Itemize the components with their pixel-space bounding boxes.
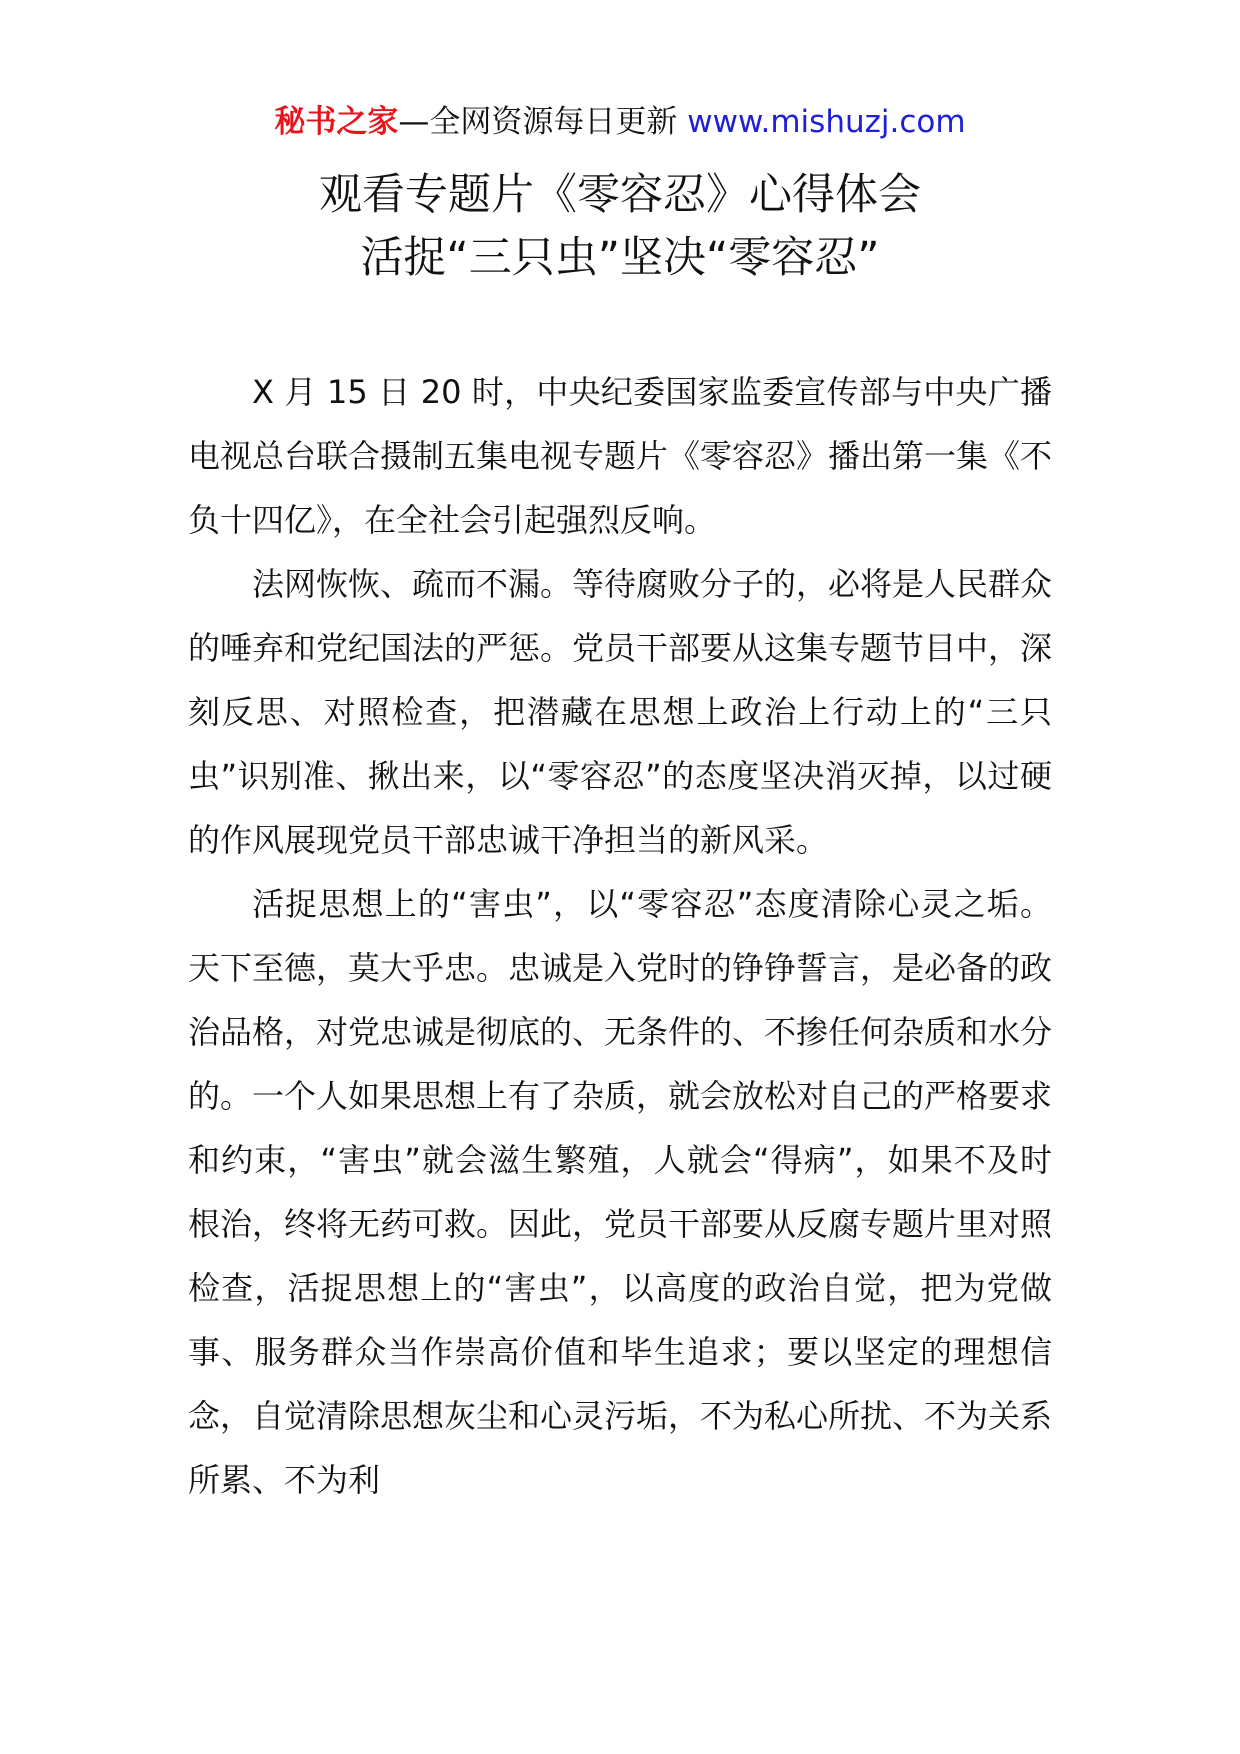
document-subtitle: 活捉“三只虫”坚决“零容忍”: [360, 233, 880, 283]
document-title: 观看专题片《零容忍》心得体会: [319, 170, 921, 220]
document-body: [188, 360, 1052, 1512]
site-url-link[interactable]: www.mishuzj.com: [687, 104, 966, 140]
paragraph-3-text: 天下至德，莫大乎忠。忠诚是入党时的铮铮誓言，是必备的政治品格，对党忠诚是彻底的、无条件的、不掺任何杂质和水分的。一个人如果思想上有了杂质，就会放松对自己的严格要求和约束，“害虫”就会滋生繁殖，人就会“得病”，如果不及时根治，终将无药可救。因此，党员干部要从反腐专题片里对照检查，活捉思想上的“害虫”，以高度的政治自觉，把为党做事、服务群众当作崇高价值和毕生追求；要以坚定的理想信念，自觉清除思想灰尘和心灵污垢，不为私心所扰、不为关系所累、不为利: [188, 949, 1053, 1499]
paragraph-3-heading: 活捉思想上的“害虫”，以“零容忍”态度清除心灵之垢。: [252, 885, 1052, 923]
brand-name: 秘书之家: [274, 104, 399, 140]
paragraph-3: [188, 872, 1052, 1512]
header-slogan: —全网资源每日更新: [398, 104, 678, 140]
site-header: [0, 100, 1240, 144]
paragraph-1: X 月 15 日 20 时，中央纪委国家监委宣传部与中央广播电视总台联合摄制五集电视专题片《零容忍》播出第一集《不负十四亿》，在全社会引起强烈反响。: [188, 373, 1053, 539]
paragraph-2: 法网恢恢、疏而不漏。等待腐败分子的，必将是人民群众的唾弃和党纪国法的严惩。党员干部要从这集专题节目中，深刻反思、对照检查，把潜藏在思想上政治上行动上的“三只虫”识别准、揪出来，以“零容忍”的态度坚决消灭掉，以过硬的作风展现党员干部忠诚干净担当的新风采。: [188, 565, 1053, 859]
